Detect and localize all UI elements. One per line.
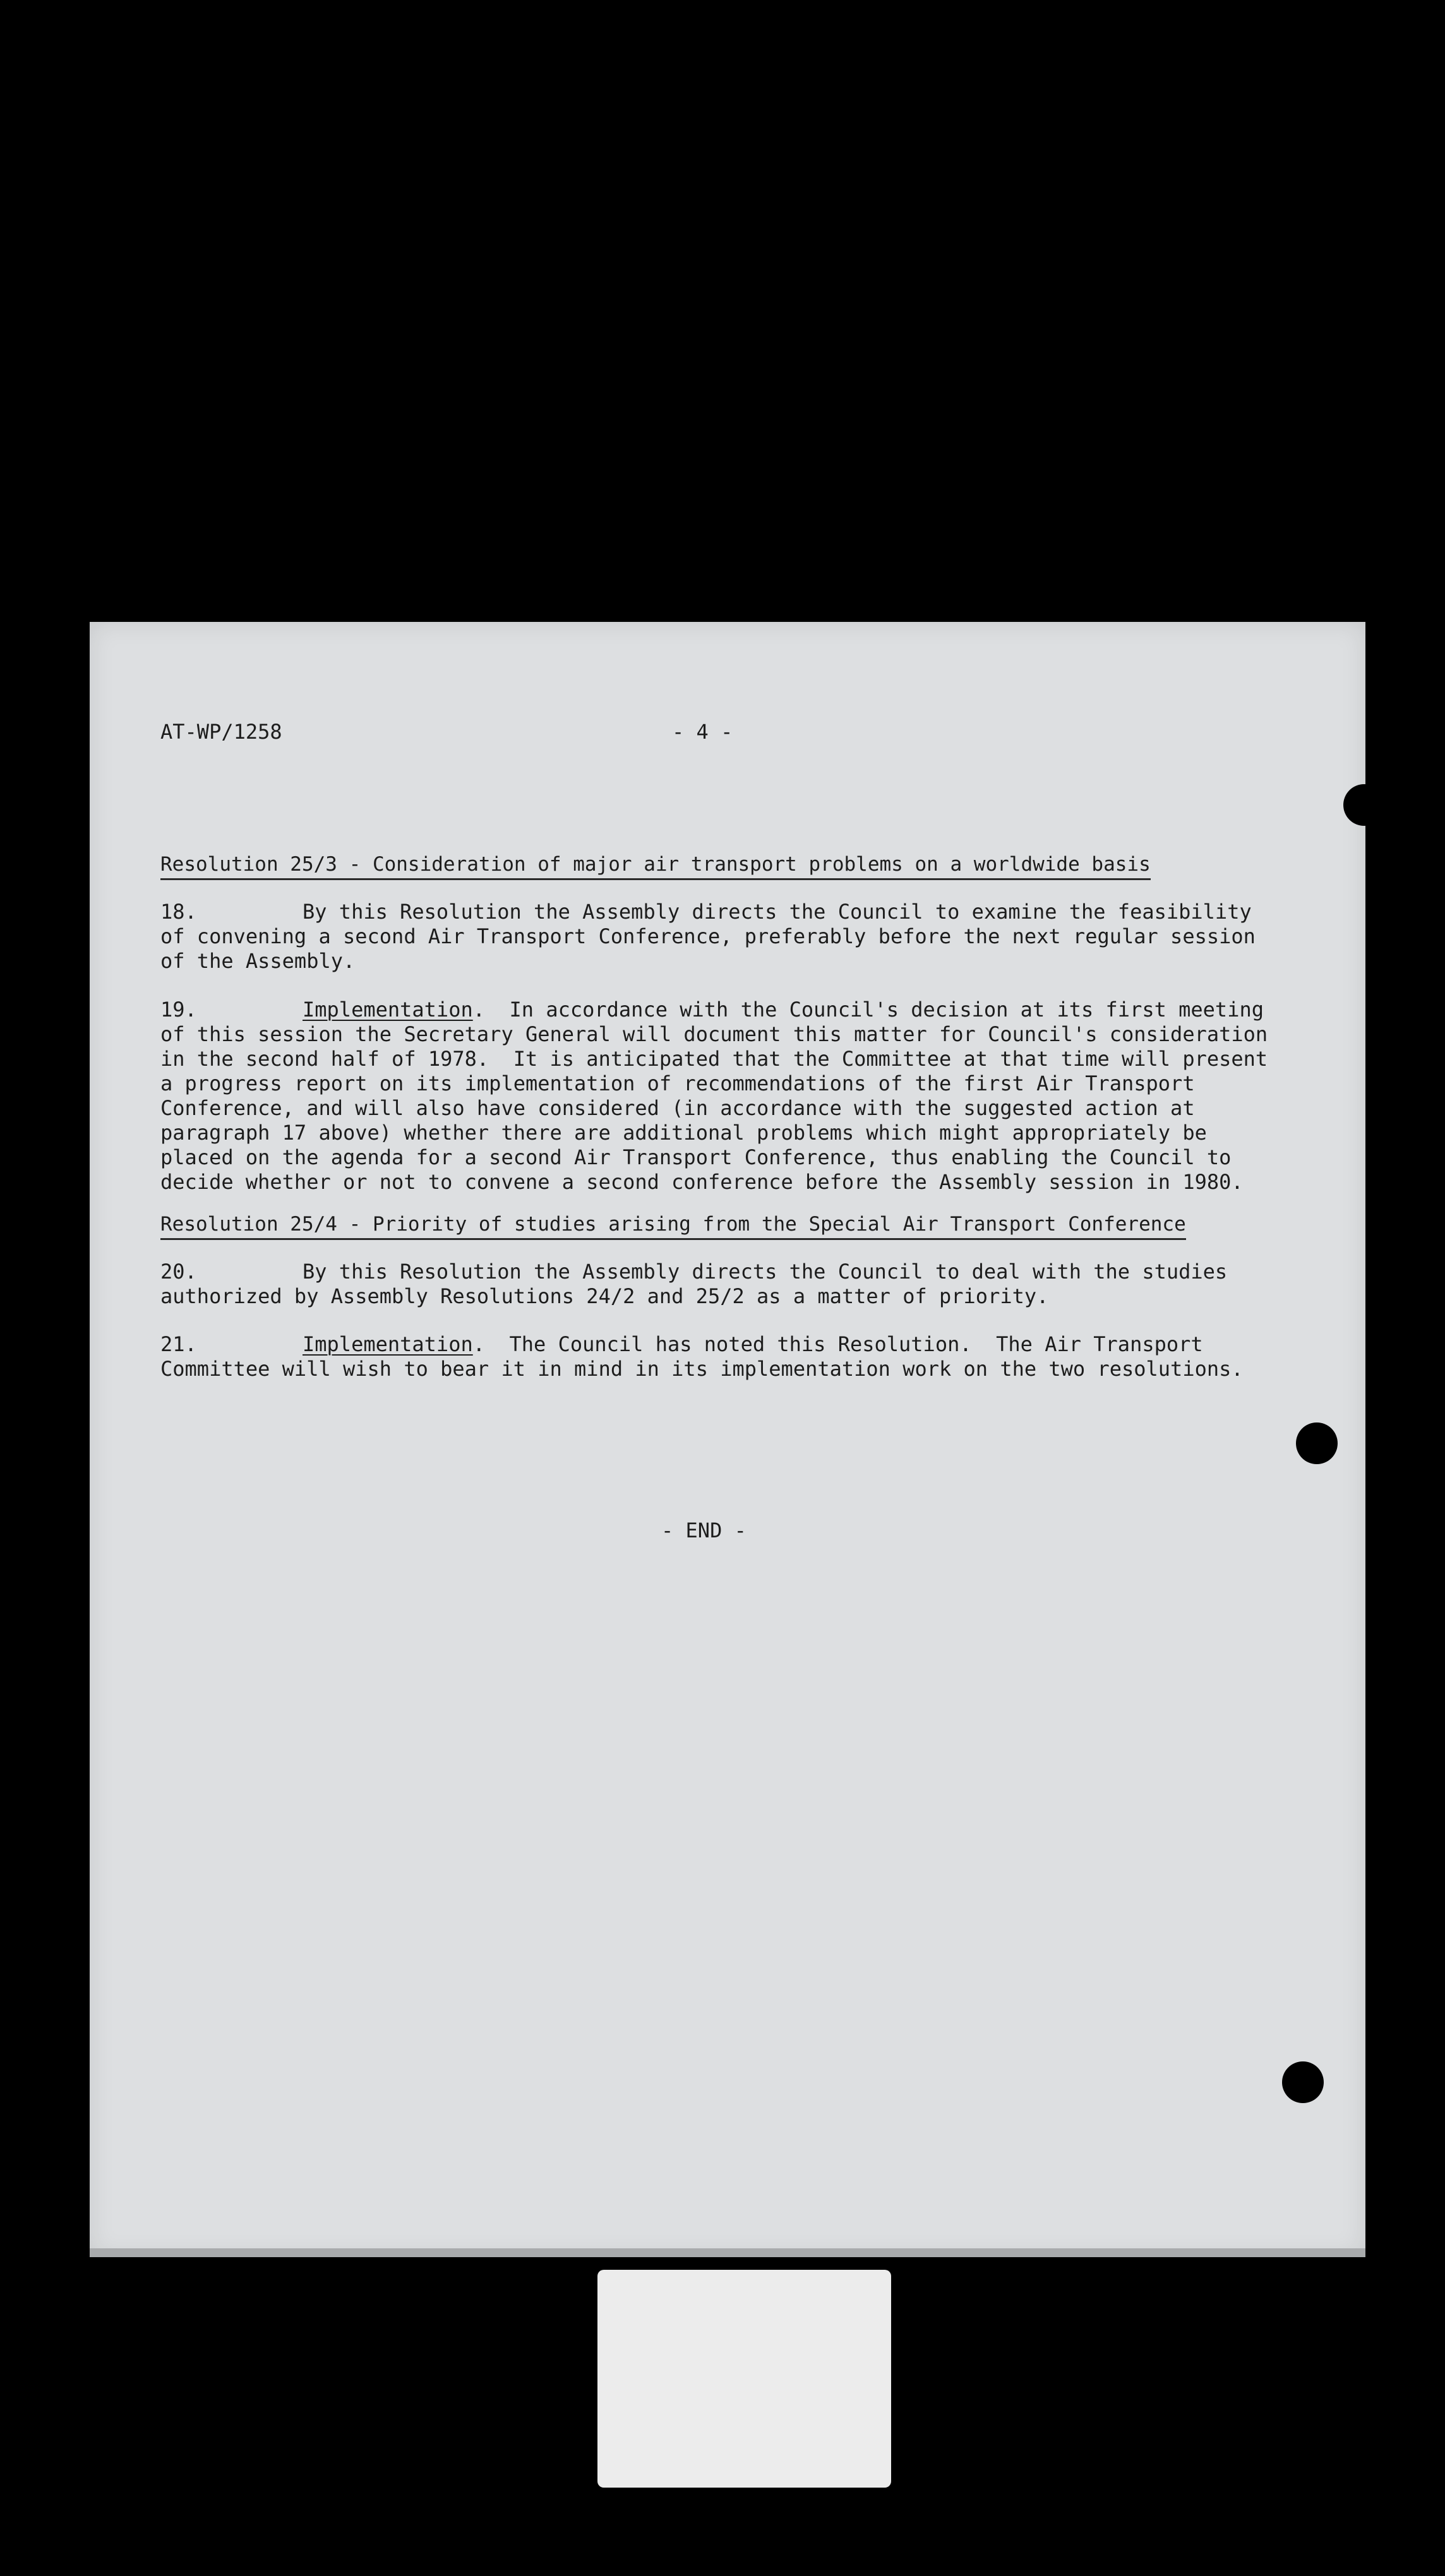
punch-hole-middle [1296, 1422, 1338, 1464]
paragraph-20-line-1: By this Resolution the Assembly directs the Council to deal with the studies [303, 1260, 1228, 1284]
document-page [90, 622, 1365, 2257]
paragraph-19-first-line [303, 998, 1264, 1022]
paragraph-number-20: 20. [160, 1260, 197, 1284]
implementation-label: Implementation [303, 1332, 473, 1356]
paragraph-18-line-1: By this Resolution the Assembly directs the Council to examine the feasibility [303, 900, 1252, 924]
paragraph-number-21: 21. [160, 1332, 197, 1356]
paragraph-19-first-line-rest: . In accordance with the Council's decision at its first meeting [472, 998, 1264, 1022]
paragraph-18-line-3: of the Assembly. [160, 949, 356, 973]
paragraph-19-line-8: decide whether or not to convene a second conference before the Assembly session in 1980. [160, 1170, 1244, 1194]
paragraph-19-line-4: a progress report on its implementation of recommendations of the first Air Transport [160, 1071, 1195, 1095]
paragraph-21-first-line-rest: . The Council has noted this Resolution. The Air Transport [472, 1332, 1203, 1356]
punch-hole-top [1343, 784, 1385, 826]
end-marker: - END - [661, 1518, 746, 1542]
blank-slip [597, 2270, 891, 2488]
paragraph-19-line-5: Conference, and will also have considered (in accordance with the suggested action at [160, 1096, 1195, 1120]
paragraph-number-18: 18. [160, 900, 197, 924]
section-heading-resolution-25-4: Resolution 25/4 - Priority of studies arising from the Special Air Transport Conference [160, 1212, 1186, 1240]
paragraph-19-line-2: of this session the Secretary General will document this matter for Council's consideration [160, 1022, 1268, 1046]
section-heading-resolution-25-3: Resolution 25/3 - Consideration of major air transport problems on a worldwide basis [160, 852, 1151, 880]
paragraph-number-19: 19. [160, 998, 197, 1022]
paragraph-21-first-line [303, 1332, 1203, 1357]
paragraph-21-line-2: Committee will wish to bear it in mind in its implementation work on the two resolutions. [160, 1357, 1244, 1381]
page-number: - 4 - [672, 720, 733, 744]
punch-hole-bottom [1282, 2061, 1324, 2103]
paragraph-19-line-6: paragraph 17 above) whether there are additional problems which might appropriately be [160, 1121, 1207, 1145]
paragraph-20-line-2: authorized by Assembly Resolutions 24/2 and 25/2 as a matter of priority. [160, 1284, 1049, 1308]
paragraph-19-line-3: in the second half of 1978. It is anticipated that the Committee at that time will present [160, 1047, 1268, 1071]
paragraph-18-line-2: of convening a second Air Transport Conference, preferably before the next regular session [160, 924, 1256, 948]
paragraph-19-line-7: placed on the agenda for a second Air Transport Conference, thus enabling the Council to [160, 1145, 1232, 1169]
document-reference: AT-WP/1258 [160, 720, 282, 744]
implementation-label: Implementation [303, 998, 473, 1022]
